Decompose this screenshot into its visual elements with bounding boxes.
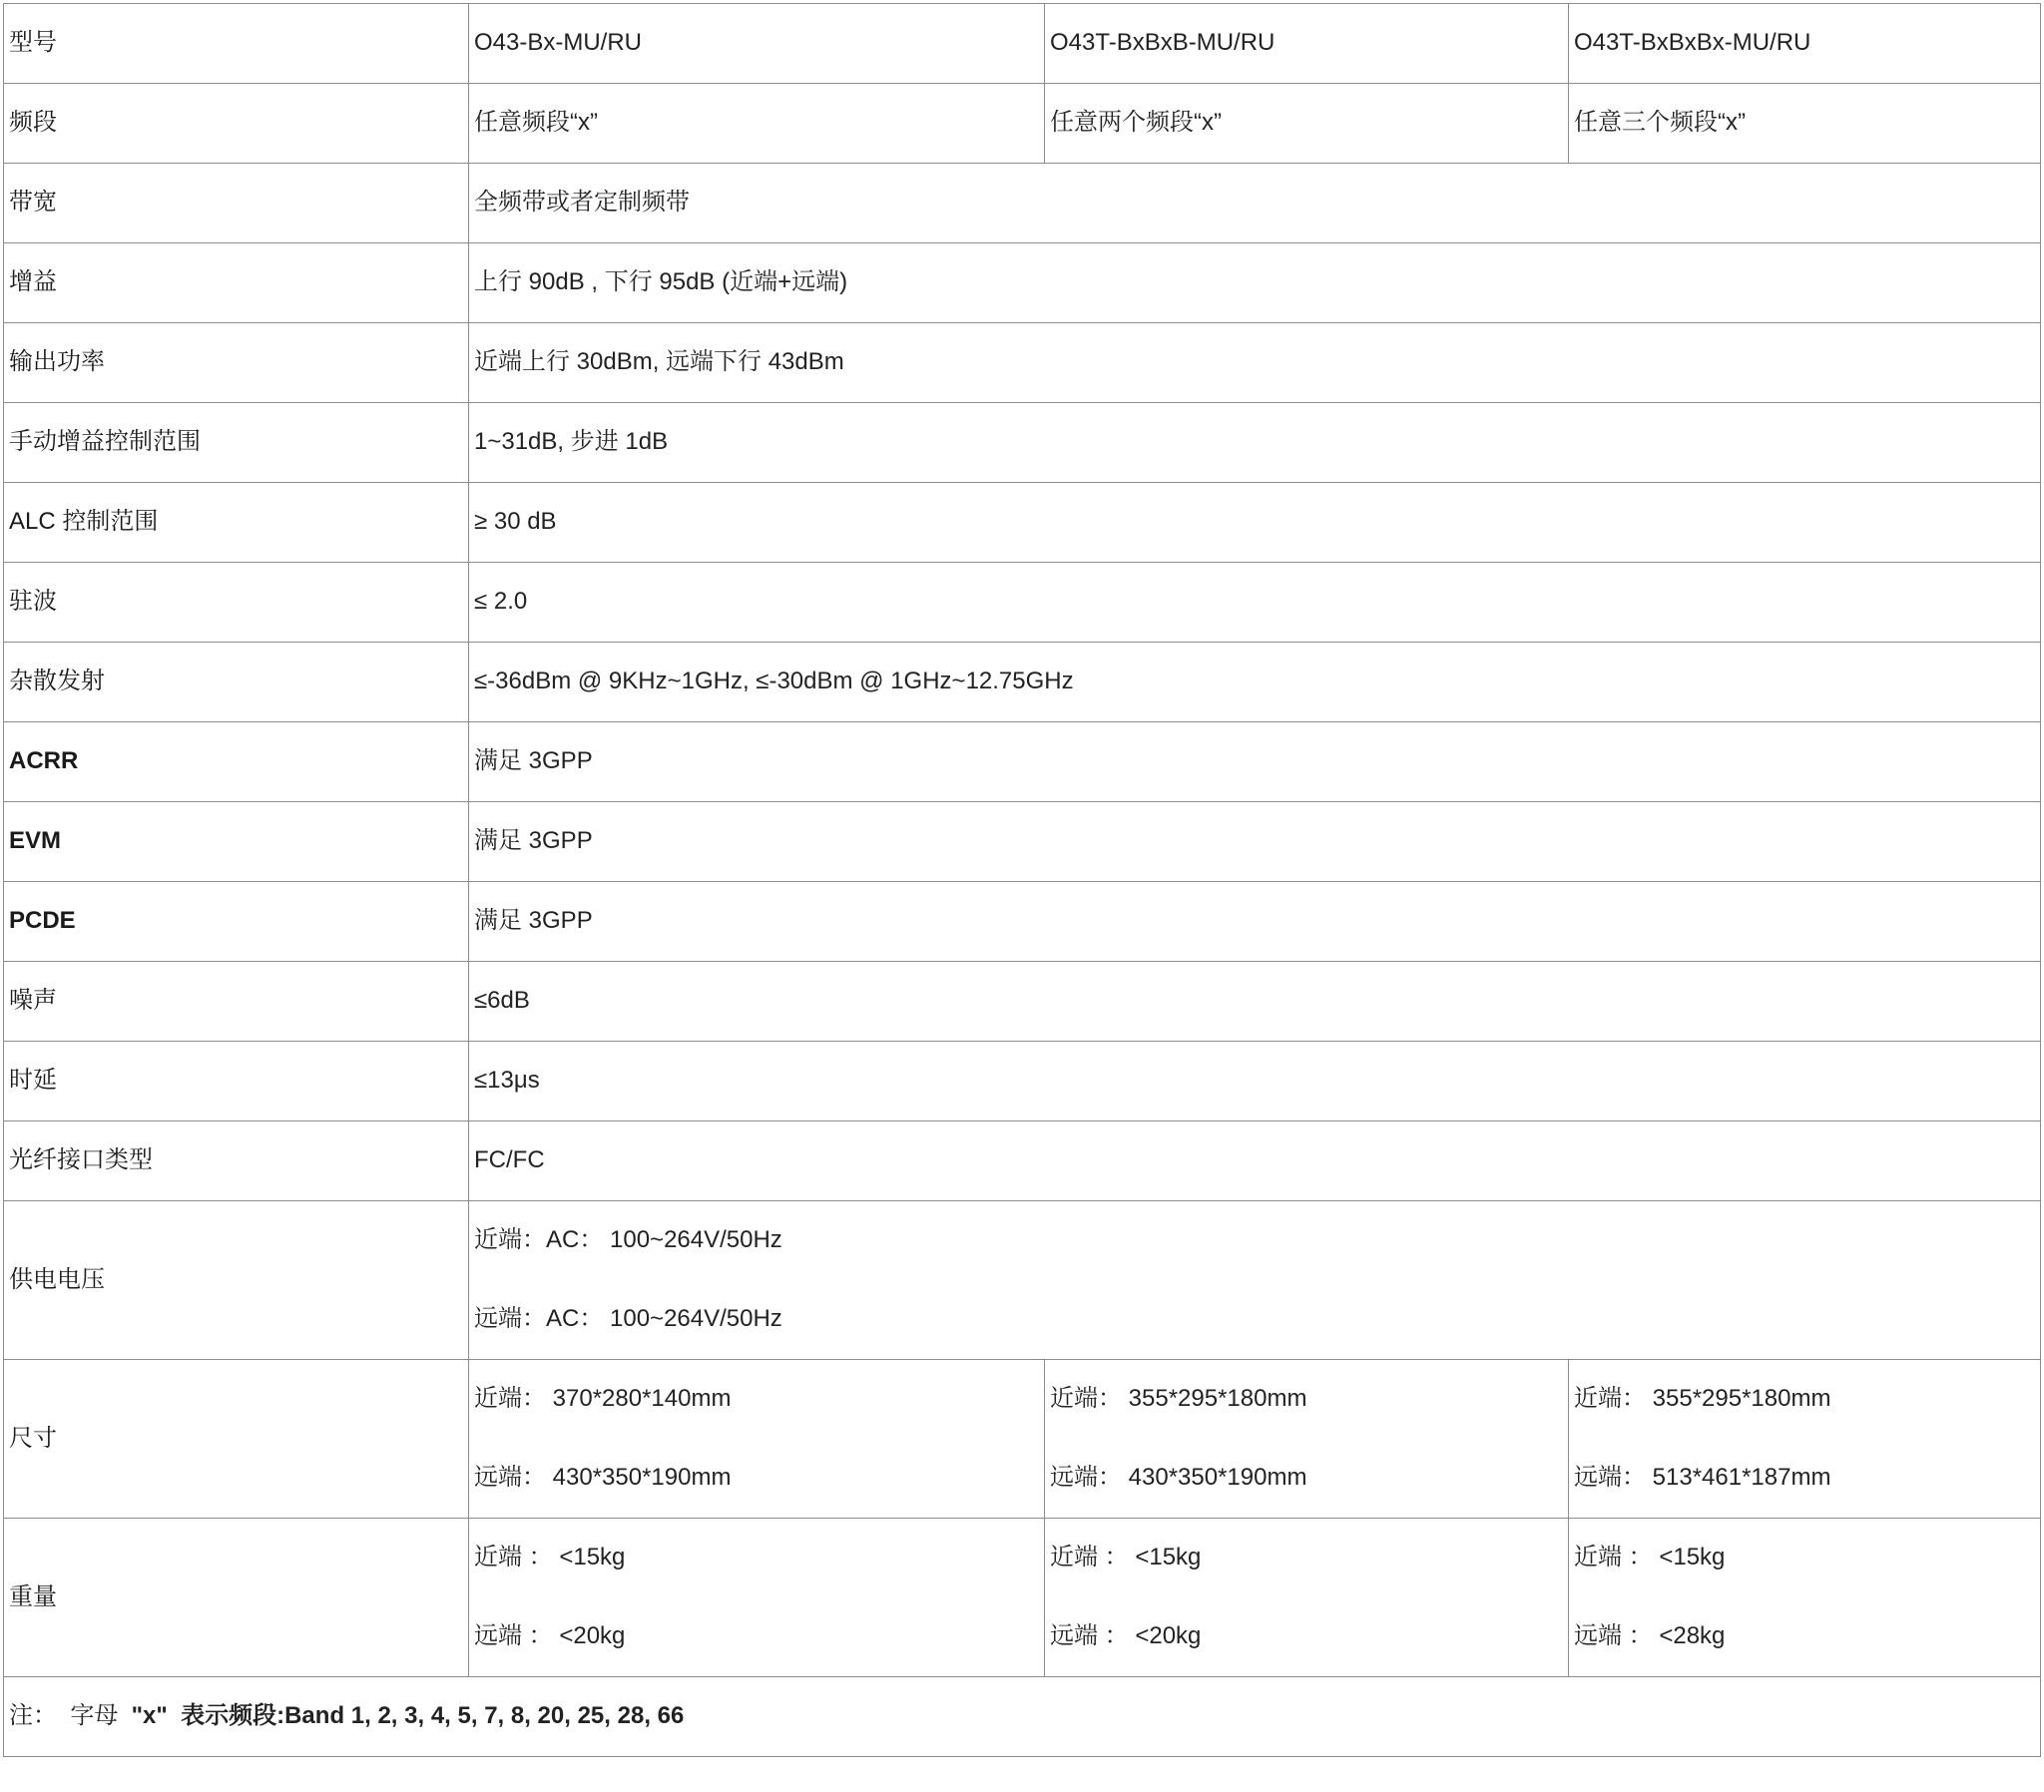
weight-cell-1 [469, 1519, 1045, 1677]
row-value-spurious-emission: ≤-36dBm @ 9KHz~1GHz, ≤-30dBm @ 1GHz~12.75GHz [469, 643, 2041, 722]
weight-far-1: 远端 ： <20kg [474, 1622, 626, 1650]
table-row-spurious-emission [4, 643, 2041, 722]
power-supply-far: 远端：AC： 100~264V/50Hz [474, 1305, 782, 1333]
row-label-pcde: PCDE [4, 882, 469, 962]
weight-cell-3 [1569, 1519, 2041, 1677]
row-label-gain: 增益 [4, 243, 469, 323]
dimensions-cell-2 [1045, 1360, 1569, 1519]
dimensions-far-2: 远端： 430*350*190mm [1050, 1464, 1307, 1492]
row-label-manual-gain-control: 手动增益控制范围 [4, 403, 469, 483]
note-cell [4, 1677, 2041, 1757]
dimensions-far-1: 远端： 430*350*190mm [474, 1464, 732, 1492]
table-row-evm [4, 802, 2041, 882]
row-value-evm: 满足 3GPP [469, 802, 2041, 882]
row-value-delay: ≤13μs [469, 1042, 2041, 1121]
row-label-alc-range: ALC 控制范围 [4, 483, 469, 563]
table-row-power-supply [4, 1201, 2041, 1360]
table-row-note [4, 1677, 2041, 1757]
table-row-noise [4, 962, 2041, 1042]
row-value-pcde: 满足 3GPP [469, 882, 2041, 962]
row-label-fiber-interface: 光纤接口类型 [4, 1121, 469, 1201]
dimensions-near-2: 近端： 355*295*180mm [1050, 1385, 1307, 1413]
row-value-output-power: 近端上行 30dBm, 远端下行 43dBm [469, 323, 2041, 403]
dimensions-cell-1 [469, 1360, 1045, 1519]
table-row-gain [4, 243, 2041, 323]
row-label-noise: 噪声 [4, 962, 469, 1042]
weight-near-2: 近端 ： <15kg [1050, 1544, 1202, 1571]
row-value-manual-gain-control: 1~31dB, 步进 1dB [469, 403, 2041, 483]
weight-near-3: 近端 ： <15kg [1574, 1544, 1726, 1571]
weight-near-1: 近端 ： <15kg [474, 1544, 626, 1571]
row-label-bandwidth: 带宽 [4, 164, 469, 243]
table-row-band [4, 84, 2041, 164]
row-value-vswr: ≤ 2.0 [469, 563, 2041, 643]
row-value-gain: 上行 90dB , 下行 95dB (近端+远端) [469, 243, 2041, 323]
power-supply-near: 近端：AC： 100~264V/50Hz [474, 1226, 782, 1254]
table-row-dimensions [4, 1360, 2041, 1519]
table-row-output-power [4, 323, 2041, 403]
weight-far-2: 远端 ： <20kg [1050, 1622, 1202, 1650]
model-value-3: O43T-BxBxBx-MU/RU [1569, 4, 2041, 84]
row-value-noise: ≤6dB [469, 962, 2041, 1042]
model-value-2: O43T-BxBxB-MU/RU [1045, 4, 1569, 84]
dimensions-near-1: 近端： 370*280*140mm [474, 1385, 732, 1413]
spec-table [3, 3, 2041, 1757]
table-row-manual-gain-control [4, 403, 2041, 483]
weight-cell-2 [1045, 1519, 1569, 1677]
row-label-band: 频段 [4, 84, 469, 164]
table-row-pcde [4, 882, 2041, 962]
row-value-acrr: 满足 3GPP [469, 722, 2041, 802]
row-value-fiber-interface: FC/FC [469, 1121, 2041, 1201]
dimensions-near-3: 近端： 355*295*180mm [1574, 1385, 1831, 1413]
row-label-weight: 重量 [4, 1519, 469, 1677]
table-row-vswr [4, 563, 2041, 643]
model-value-1: O43-Bx-MU/RU [469, 4, 1045, 84]
table-row-bandwidth [4, 164, 2041, 243]
band-value-3: 任意三个频段“x” [1569, 84, 2041, 164]
table-row-alc-range [4, 483, 2041, 563]
dimensions-cell-3 [1569, 1360, 2041, 1519]
row-value-alc-range: ≥ 30 dB [469, 483, 2041, 563]
power-supply-cell [469, 1201, 2041, 1360]
table-row-model [4, 4, 2041, 84]
row-label-power-supply: 供电电压 [4, 1201, 469, 1360]
note-prefix: 注： 字母 [9, 1702, 132, 1730]
row-label-dimensions: 尺寸 [4, 1360, 469, 1519]
row-label-model: 型号 [4, 4, 469, 84]
row-label-output-power: 输出功率 [4, 323, 469, 403]
row-label-delay: 时延 [4, 1042, 469, 1121]
table-row-acrr [4, 722, 2041, 802]
note-text: "x" 表示频段:Band 1, 2, 3, 4, 5, 7, 8, 20, 25, 28, 66 [131, 1702, 685, 1730]
dimensions-far-3: 远端： 513*461*187mm [1574, 1464, 1831, 1492]
row-label-spurious-emission: 杂散发射 [4, 643, 469, 722]
row-label-vswr: 驻波 [4, 563, 469, 643]
row-value-bandwidth: 全频带或者定制频带 [469, 164, 2041, 243]
band-value-1: 任意频段“x” [469, 84, 1045, 164]
band-value-2: 任意两个频段“x” [1045, 84, 1569, 164]
row-label-evm: EVM [4, 802, 469, 882]
weight-far-3: 远端 ： <28kg [1574, 1622, 1726, 1650]
table-row-fiber-interface [4, 1121, 2041, 1201]
row-label-acrr: ACRR [4, 722, 469, 802]
table-row-delay [4, 1042, 2041, 1121]
table-row-weight [4, 1519, 2041, 1677]
